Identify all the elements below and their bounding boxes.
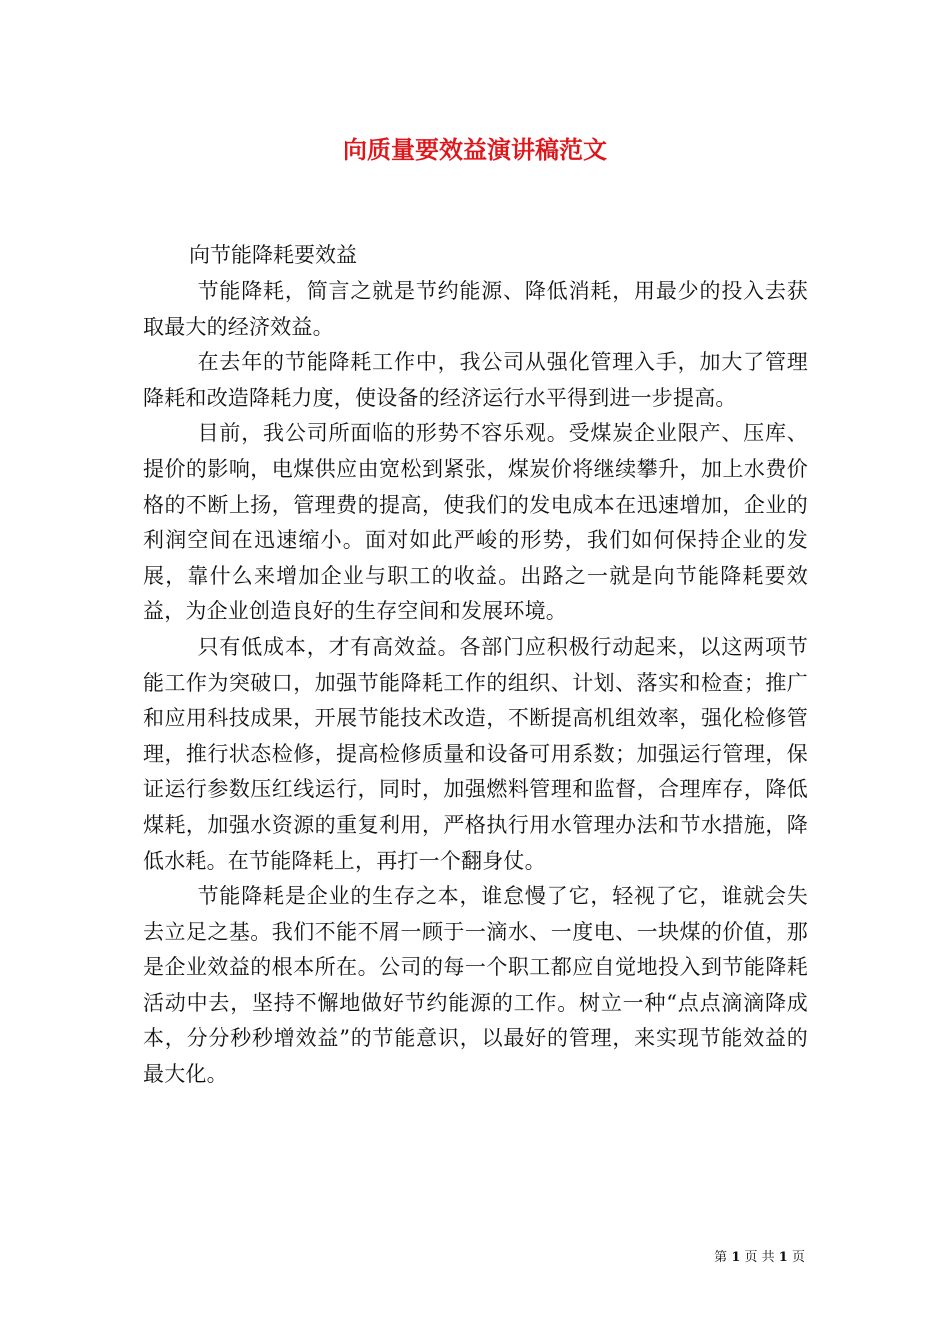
paragraph-2: 在去年的节能降耗工作中，我公司从强化管理入手，加大了管理降耗和改造降耗力度，使设备的经济运行水平得到进一步提高。 bbox=[143, 350, 808, 410]
footer-suffix: 页 bbox=[791, 1250, 805, 1265]
current-page-number: 1 bbox=[731, 1250, 741, 1265]
total-page-count: 1 bbox=[778, 1250, 788, 1265]
page-number-footer bbox=[714, 1246, 805, 1265]
subheading: 向节能降耗要效益 bbox=[189, 243, 357, 267]
paragraph-4: 只有低成本，才有高效益。各部门应积极行动起来，以这两项节能工作为突破口，加强节能降耗工作的组织、计划、落实和检查；推广和应用科技成果，开展节能技术改造，不断提高机组效率，强化检修管理，推行状态检修，提高检修质量和设备可用系数；加强运行管理，保证运行参数压红线运行，同时，加强燃料管理和监督，合理库存，降低煤耗，加强水资源的重复利用，严格执行用水管理办法和节水措施，降低水耗。在节能降耗上，再打一个翻身仗。 bbox=[143, 634, 808, 873]
document-body bbox=[143, 236, 808, 1093]
paragraph-5: 节能降耗是企业的生存之本，谁怠慢了它，轻视了它，谁就会失去立足之基。我们不能不屑一顾于一滴水、一度电、一块煤的价值，那是企业效益的根本所在。公司的每一个职工都应自觉地投入到节能降耗活动中去，坚持不懈地做好节约能源的工作。树立一种“点点滴滴降成本，分分秒秒增效益”的节能意识，以最好的管理，来实现节能效益的最大化。 bbox=[143, 884, 808, 1087]
footer-prefix: 第 bbox=[714, 1250, 728, 1265]
paragraph-1: 节能降耗，简言之就是节约能源、降低消耗，用最少的投入去获取最大的经济效益。 bbox=[143, 279, 808, 339]
footer-middle: 页 共 bbox=[744, 1250, 775, 1265]
page-title: 向质量要效益演讲稿范文 bbox=[343, 135, 607, 164]
paragraph-3: 目前，我公司所面临的形势不容乐观。受煤炭企业限产、压库、提价的影响，电煤供应由宽松到紧张，煤炭价将继续攀升，加上水费价格的不断上扬，管理费的提高，使我们的发电成本在迅速增加，企业的利润空间在迅速缩小。面对如此严峻的形势，我们如何保持企业的发展，靠什么来增加企业与职工的收益。出路之一就是向节能降耗要效益，为企业创造良好的生存空间和发展环境。 bbox=[143, 421, 808, 624]
